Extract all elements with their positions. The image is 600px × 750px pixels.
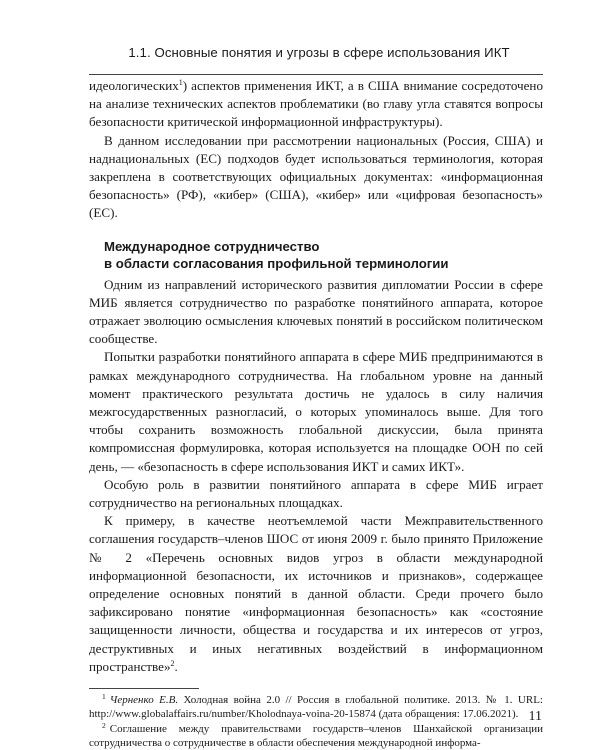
paragraph-1-text-a: идеологических xyxy=(89,78,179,93)
footnote-ref-1: 1 xyxy=(178,78,183,87)
paragraph-6-text-a: К примеру, в качестве неотъемлемой части Межправительственного соглашения государств–членов ШОС от июня 2009 г. было принято Приложение № 2 «Перечень основных видов угроз в области международной информационной безопасности, их источников и признаков», содержащее определение основных понятий в данной области. Среди прочего было зафиксировано понятие «информационная безопасность» как «состояние защищенности личности, общества и государства и их интересов от угроз, деструктивных и иных негативных воздействий в информационном пространстве» xyxy=(89,513,543,674)
paragraph-2: В данном исследовании при рассмотрении национальных (Россия, США) и наднациональных (ЕС) подходов будет использоваться терминология, которая закреплена в соответствующих официальных документах: «информационная безопасность» (РФ), «кибер» (США), «кибер» или «цифровая безопасность» (ЕС). xyxy=(89,132,543,221)
running-head: 1.1. Основные понятия и угрозы в сфере использования ИКТ xyxy=(128,45,510,60)
paragraph-1 xyxy=(89,77,543,132)
header-rule xyxy=(89,74,543,75)
footnote-1-mark: 1 xyxy=(102,692,106,702)
page-number: 11 xyxy=(528,709,542,724)
footnote-rule xyxy=(89,688,199,689)
section-heading xyxy=(104,238,543,273)
footnote-ref-2: 2 xyxy=(170,658,175,668)
footnote-1-text: Холодная война 2.0 // Россия в глобальной политике. 2013. № 1. URL: http://www.globalaffairs.ru/number/Kholodnaya-voina-20-15874 (дата обращения: 17.06.2021). xyxy=(89,694,543,721)
section-heading-line-2: в области согласования профильной терминологии xyxy=(104,256,449,272)
paragraph-1-text-b: ) аспектов применения ИКТ, а в США внимание сосредоточено на анализе технических аспектов проблематики (во главу угла ставятся вопросы безопасности критической информационной инфраструктуры). xyxy=(89,78,543,130)
paragraph-4: Попытки разработки понятийного аппарата в сфере МИБ предпринимаются в рамках международного сотрудничества. На глобальном уровне на данный момент практического результата достичь не удалось в силу наличия межгосударственных разногласий, о которых упоминалось выше. Для того чтобы сохранить возможность глобальной дискуссии, была принята компромиссная формулировка, которая используется на площадке ООН по сей день, — «безопасность в сфере использования ИКТ и самих ИКТ». xyxy=(89,349,543,474)
body-text-section xyxy=(89,276,543,676)
footnote-2 xyxy=(89,722,543,750)
paragraph-6-text-b: . xyxy=(174,658,178,674)
footnote-1-author: Черненко Е.В. xyxy=(109,694,179,707)
footnote-2-mark: 2 xyxy=(102,721,106,731)
paragraph-5: Особую роль в развитии понятийного аппарата в сфере МИБ играет сотрудничество на региональных площадках. xyxy=(89,476,543,511)
paragraph-6 xyxy=(89,512,543,676)
footnotes xyxy=(89,693,543,750)
footnote-1 xyxy=(89,693,543,721)
paragraph-3: Одним из направлений исторического развития дипломатии России в сфере МИБ является сотрудничество по разработке понятийного аппарата, которое отражает эволюцию осмысления ключевых понятий в российском политическом сообществе. xyxy=(89,276,543,347)
body-text xyxy=(89,77,543,223)
section-heading-line-1: Международное сотрудничество xyxy=(104,238,320,254)
footnote-2-text: Соглашение между правительствами государств–членов Шанхайской организации сотрудничества о сотрудничестве в области обеспечения международной информа- xyxy=(89,723,543,750)
